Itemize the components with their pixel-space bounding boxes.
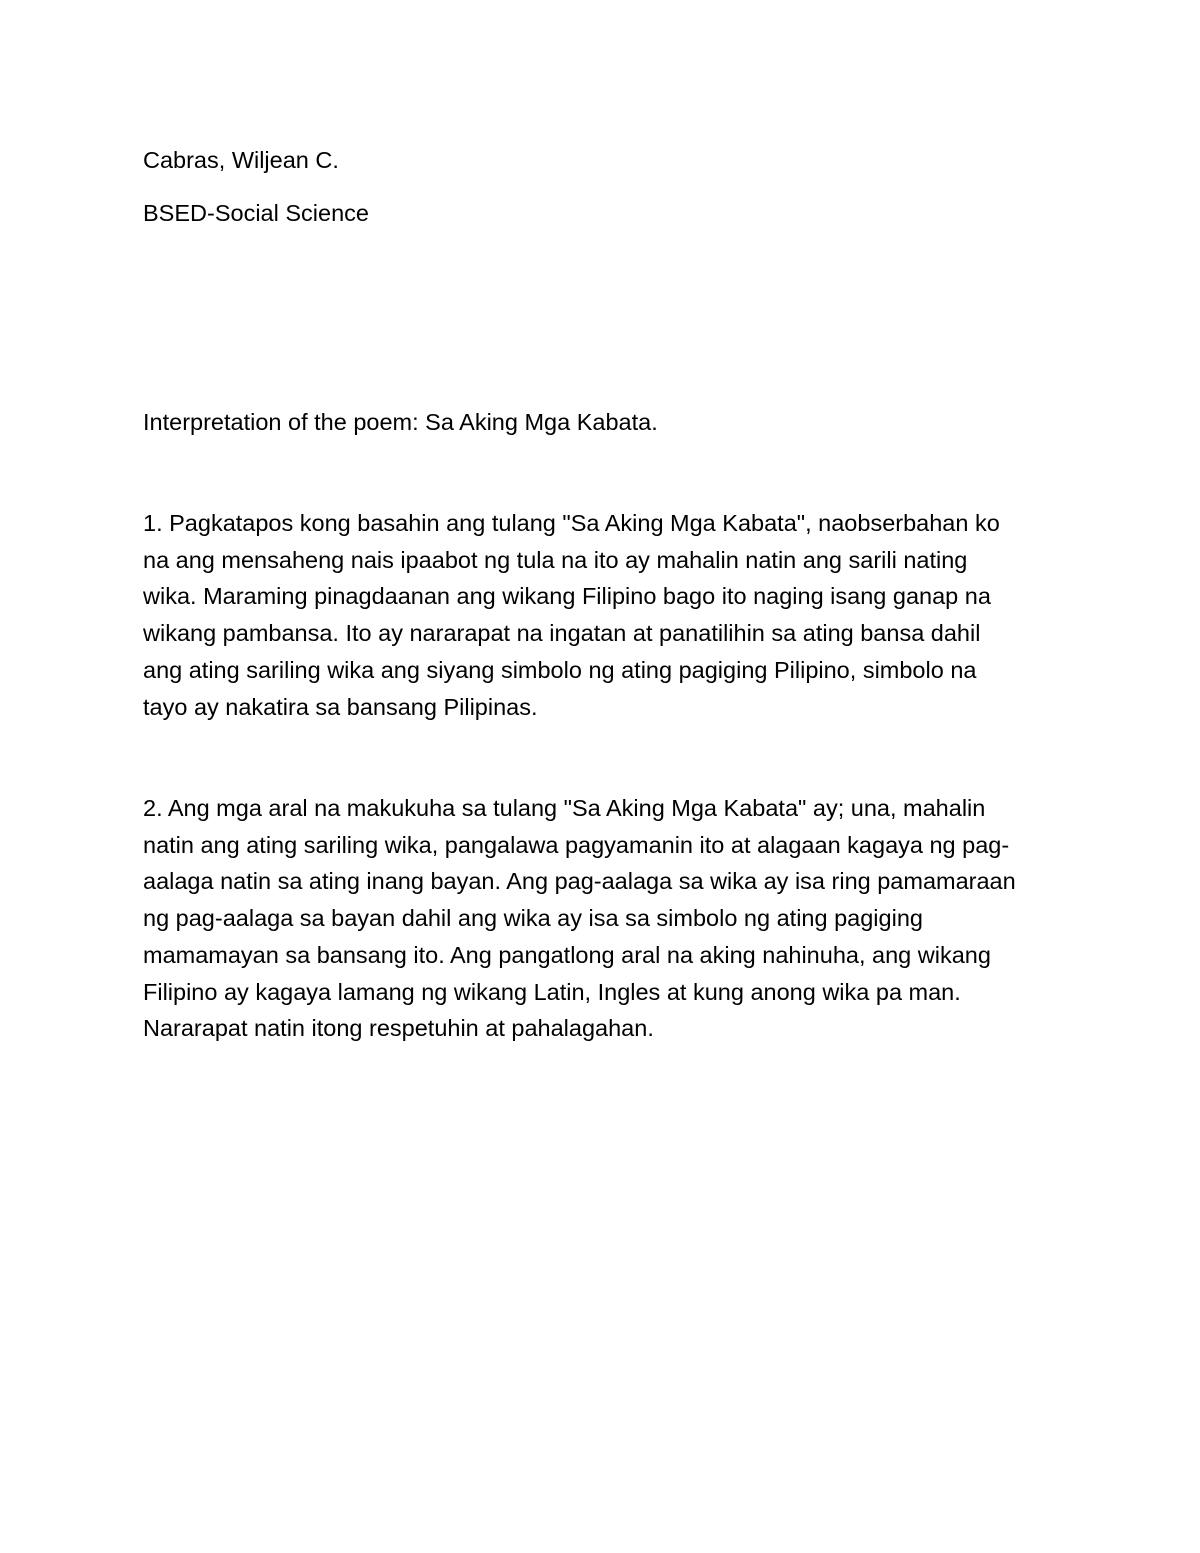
paragraph-line: wikang pambansa. Ito ay nararapat na ingatan at panatilihin sa ating bansa dahil [143, 620, 981, 647]
document-heading: Interpretation of the poem: Sa Aking Mga Kabata. [143, 409, 658, 435]
course-name: BSED-Social Science [143, 200, 369, 226]
paragraph-line: 2. Ang mga aral na makukuha sa tulang "Sa Aking Mga Kabata" ay; una, mahalin [143, 795, 986, 821]
paragraph-line: ang ating sariling wika ang siyang simbolo ng ating pagiging Pilipino, simbolo na [143, 656, 977, 683]
paragraph-line: Nararapat natin itong respetuhin at pahalagahan. [143, 1015, 654, 1042]
author-name: Cabras, Wiljean C. [143, 147, 339, 173]
paragraph-line: tayo ay nakatira sa bansang Pilipinas. [143, 693, 538, 720]
paragraph-line: Filipino ay kagaya lamang ng wikang Latin, Ingles at kung anong wika pa man. [143, 978, 961, 1005]
paragraph-line: aalaga natin sa ating inang bayan. Ang pag-aalaga sa wika ay isa ring pamamaraan [143, 868, 1016, 895]
paragraph-line: mamamayan sa bansang ito. Ang pangatlong aral na aking nahinuha, ang wikang [143, 941, 991, 968]
paragraph-2 [143, 790, 1063, 1047]
paragraph-1 [143, 505, 1063, 725]
paragraph-line: natin ang ating sariling wika, pangalawa pagyamanin ito at alagaan kagaya ng pag- [143, 831, 1010, 858]
paragraph-line: ng pag-aalaga sa bayan dahil ang wika ay isa sa simbolo ng ating pagiging [143, 905, 923, 932]
paragraph-line: 1. Pagkatapos kong basahin ang tulang "Sa Aking Mga Kabata", naobserbahan ko [143, 510, 1000, 536]
paragraph-line: wika. Maraming pinagdaanan ang wikang Filipino bago ito naging isang ganap na [143, 583, 991, 610]
paragraph-line: na ang mensaheng nais ipaabot ng tula na ito ay mahalin natin ang sarili nating [143, 546, 968, 573]
